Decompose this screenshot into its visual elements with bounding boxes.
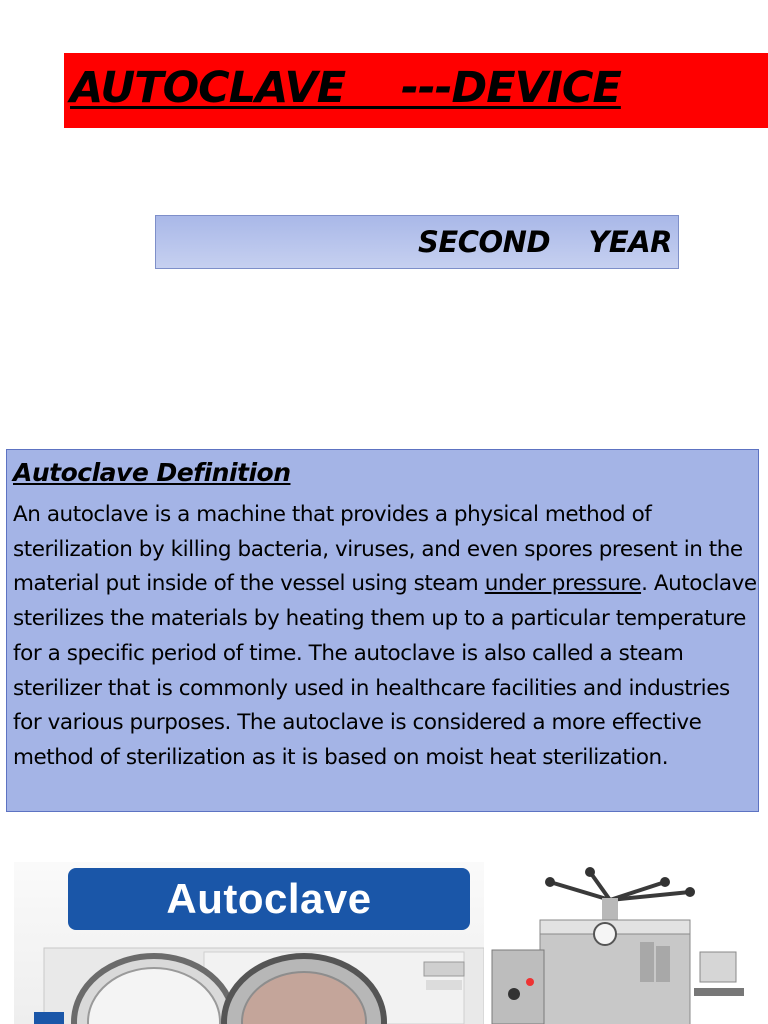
horizontal-autoclave-illustration	[14, 862, 484, 1024]
title-banner	[64, 53, 768, 128]
definition-text-part2: . Autoclave sterilizes the materials by heating them up to a particular temperature for a specific period of time. The autoclave is also called a steam sterilizer that is commonly used in healthcare facilities and industries for various purposes. The autoclave is considered a more effective method of sterilization as it is based on moist heat sterilization.	[13, 571, 757, 770]
under-pressure-link[interactable]: under pressure	[484, 571, 642, 597]
definition-box	[6, 449, 759, 812]
autoclave-photo-horizontal	[14, 862, 484, 1024]
autoclave-badge-label: Autoclave	[166, 875, 372, 922]
vertical-autoclave-illustration	[490, 862, 758, 1024]
subtitle-box	[155, 215, 679, 269]
definition-heading: Autoclave Definition	[13, 458, 291, 487]
definition-text-part1: An autoclave is a machine that provides a physical method of sterilization by killing bacteria, viruses, and even spores present in the material put inside of the vessel using steam	[13, 502, 743, 597]
autoclave-photo-vertical	[490, 862, 758, 1024]
definition-body	[13, 498, 757, 776]
subtitle-text: SECOND YEAR	[418, 225, 672, 259]
page-title: AUTOCLAVE ---DEVICE	[70, 63, 621, 113]
